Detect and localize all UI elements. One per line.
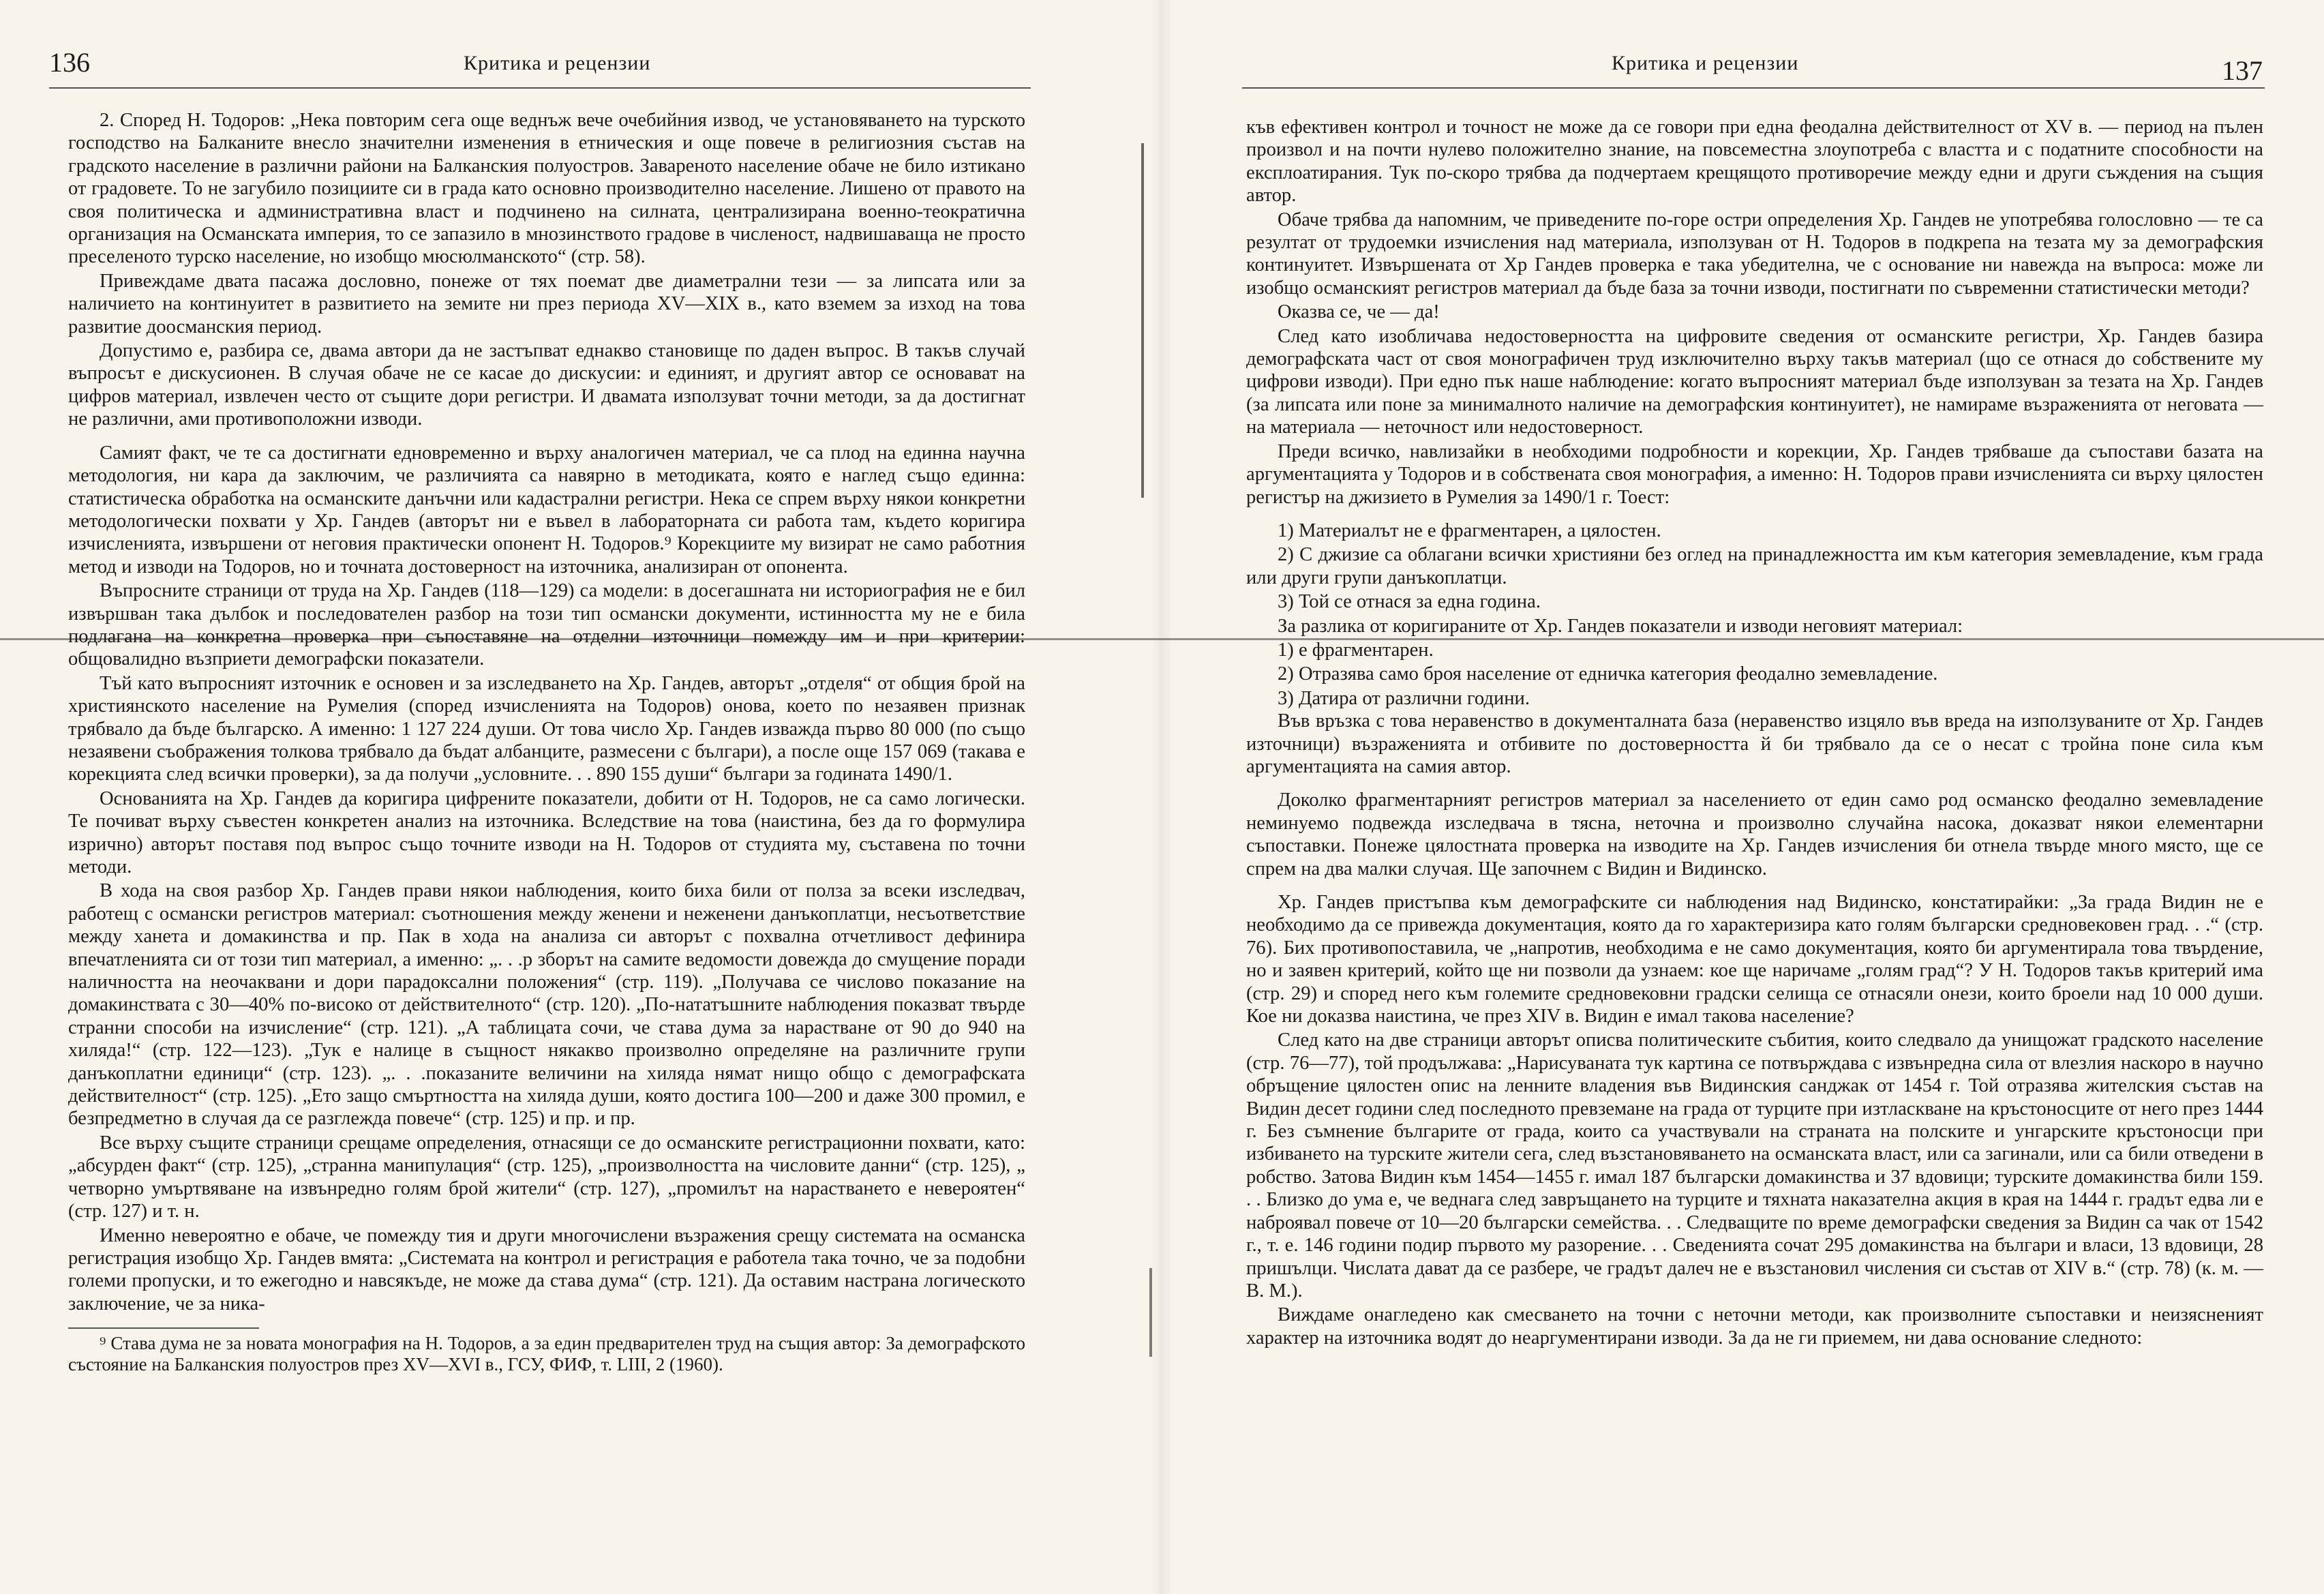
paragraph: Хр. Гандев пристъпва към демографските си наблюдения над Видинско, констатирайки: „За града Видин не е необходимо да се привежда документация, която да го характеризира като голям български средновековен град. . .“ (стр. 76). Бих противопоставила, че „напротив, необходима е не само документация, която би аргументирала това твърдение, но и заявен критерий, който ще ни позволи да узнаем: кое ще наричаме „голям град“? У Н. Тодоров такъв критерий има (стр. 29) и според него към големите средновековни градски селища се отнасяли онези, които броели над 10 000 души. Кое ни доказва наистина, че през XIV в. Видин е имал такова население?: [1246, 892, 2263, 1027]
footnote-rule: [68, 1327, 259, 1329]
paragraph: След като изобличава недостоверността на цифровите сведения от османските регистри, Хр. Гандев базира демографската част от своя монографичен труд изключително върху такъв материал (що се отнася до собствените му цифрови изводи). При едно пък наше наблюдение: когато въпросният материал бъде използуван за тезата на Хр. Гандев (за липсата или поне за минималното наличие на демографския континуитет), не намираме възраженията от неговата — на материала — неточност или недостоверност.: [1246, 325, 2263, 438]
paragraph: 2. Според Н. Тодоров: „Нека повторим сега още веднъж вече очебийния извод, че установяването на турското господство на Балканите внесло значителни изменения в етническия и още повече в религиозния състав на градското население в различни райони на Балканския полуостров. Завареното население обаче не било изтикано от градовете. То не загубило позициите си в града като основно производително население. Лишено от правото на своя политическа и административна власт и подчинено на силната, централизирана военно-теократична организация на Османската империя, то се запазило в мнозинството градове в численост, надвишаваща не просто преселеното турско население, но изобщо мюсюлманското“ (стр. 58).: [68, 110, 1025, 268]
right-body-text: [1246, 116, 2263, 1349]
paragraph: Привеждаме двата пасажа дословно, понеже от тях поемат две диаметрални тези — за липсата или за наличието на континуитет в развитието на земите ни през периода XV—XIX в., като вземем за изход на това развитие доосманския период.: [68, 270, 1025, 337]
paragraph: Преди всичко, навлизайки в необходими подробности и корекции, Хр. Гандев трябваше да съпостави базата на аргументацията у Тодоров и в собствената своя монография, а именно: Н. Тодоров прави изчисленията си върху цялостен регистър на джизието в Румелия за 1490/1 г. Тоест:: [1246, 440, 2263, 508]
paragraph: Във връзка с това неравенство в документалната база (неравенство изцяло във вреда на използуваните от Хр. Гандев източници) възраженията и отбивите по достоверността й би трябвало да се о несат с тройна поне сила към аргументацията на самия автор.: [1246, 710, 2263, 777]
header-rule: [49, 87, 1031, 89]
paragraph: След като на две страници авторът описва политическите събития, които следвало да унищожат градското население (стр. 76—77), той продължава: „Нарисуваната тук картина се потвърждава с извънредна сила от влезлия наскоро в научно обръщение цялостен опис на ленните владения във Видинския санджак от 1454 г. Той отразява жителския състав на Видин десет години след последното превземане на града от турците при изтласкване на кръстоносците от него през 1444 г. Без съмнение българите от града, които са участвували на страната на полските и унгарските кръстоносци при избиването на турските жители сега, след възстановяването на османската власт, или са загинали, или са били отведени в робство. Затова Видин към 1454—1455 г. имал 187 български домакинства и 37 вдовици; турските домакинства били 159. . . Близко до ума е, че веднага след завръщането на турците и тяхната наказателна акция в края на 1444 г. градът едва ли е наброявал повече от 10—20 български семейства. . . Следващите по време демографски сведения за Видин са чак от 1542 г., т. е. 146 години подир първото му разорение. . . Сведенията сочат 295 домакинства на българи и власи, 13 вдовици, 28 пришълци. Числата дават да се разбере, че градът далеч не е възстановил числения си състав от XIV в.“ (стр. 78) (к. м. — В. М.).: [1246, 1029, 2263, 1302]
paragraph: къв ефективен контрол и точност не може да се говори при една феодална действителност от XV в. — период на пълен произвол и на почти нулево положително знание, на повсеместна злоупотреба с властта и с податните способности на експлоатирания. Тук по-скоро трябва да подчертаем крещящото противоречие между едни и други съждения на същия автор.: [1246, 117, 2263, 207]
paragraph: Оказва се, че — да!: [1278, 301, 1440, 323]
page-number: 137: [2222, 55, 2263, 86]
list-item: 3) Датира от различни години.: [1278, 687, 1530, 709]
header-rule: [1242, 87, 2265, 89]
paragraph: Именно невероятно е обаче, че помежду тия и други многочислени възражения срещу системата на османска регистрация изобщо Хр. Гандев вмята: „Системата на контрол и регистрация е работела така точно, че за подобни големи пропуски, и то ежегодно и навсякъде, не може да става дума“ (стр. 121). Да оставим настрана логическото заключение, че за ника-: [68, 1224, 1025, 1314]
running-head: Критика и рецензии: [1612, 52, 1799, 74]
criteria-list: [1246, 520, 2263, 710]
list-item: 1) е фрагментарен.: [1278, 639, 1434, 661]
list-item: 2) С джизие са облагани всички християни без оглед на принадлежността им към категория земевладение, към града или други групи данъкоплатци.: [1246, 544, 2263, 588]
paragraph: Доколко фрагментарният регистров материал за населението от един само род османско феодално земевладение неминуемо подвежда изследвача в тясна, неточна и произволно случайна насока, доказват някои елементарни съпоставки. Понеже цялостната проверка на изводите на Хр. Гандев изчисления би отнела твърде много място, ще се спрем на два малки случая. Ще започнем с Видин и Видинско.: [1246, 790, 2263, 879]
list-item: 2) Отразява само броя население от едничка категория феодално земевладение.: [1278, 663, 1938, 685]
left-body-text: [68, 109, 1025, 1375]
paragraph: Виждаме онагледено как смесването на точни с неточни методи, как произволните съпоставки и неизясненият характер на източника водят до неаргументирани изводи. За да не ги приемем, ни дава основание следното:: [1246, 1304, 2263, 1349]
right-page: [1162, 0, 2324, 1594]
paragraph: Тъй като въпросният източник е основен и за изследването на Хр. Гандев, авторът „отделя“ от общия брой на християнското население на Румелия (според изчисленията на Тодоров) онова, което по незаявен признак трябвало да бъде българско. А именно: 1 127 224 души. От това число Хр. Гандев изважда първо 80 000 (по също незаявени съображения толкова трябвало да бъдат албанците, размесени с българи), а после още 157 069 (такава е корекцията след всички проверки), за да получи „условните. . . 890 155 души“ българи за годината 1490/1.: [68, 672, 1025, 785]
paragraph: В хода на своя разбор Хр. Гандев прави някои наблюдения, които биха били от полза за всеки изследвач, работещ с османски регистров материал: съотношения между женени и неженени данъкоплатци, несъответствие между ханета и домакинства и пр. Пак в хода на анализа си авторът с похвална отчетливост дефинира впечатленията си от този тип материал, а именно: „. . .р зборът на самите ведомости довежда до смущение поради наличността на неочаквани и дори парадоксални положения“ (стр. 119). „Получава се числово показание на домакинствата с 30—40% по-високо от действителното“ (стр. 120). „По-нататъшните наблюдения показват твърде странни способи на изчисление“ (стр. 121). „А таблицата сочи, че става дума за нарастване от 90 до 940 на хиляда!“ (стр. 122—123). „Тук е налице в същност някакво произволно определяне на различните групи данъкоплатни единици“ (стр. 123). „. . .показаните величини на хиляда нямат нищо общо с демографската действителност“ (стр. 125). „Ето защо смъртността на хиляда души, която достига 100—200 и даже 300 промил, е безпредметно в случая да се разглежда повече“ (стр. 125) и пр. и пр.: [68, 880, 1025, 1130]
footnote: ⁹ Става дума не за новата монография на Н. Тодоров, а за един предварителен труд на същия автор: За демографското състояние на Балканския полуостров през XV—XVI в., ГСУ, ФИФ, т. LIII, 2 (1960).: [68, 1333, 1025, 1375]
paragraph: Самият факт, че те са достигнати едновременно и върху аналогичен материал, че са плод на единна научна методология, ни кара да заключим, че различията са навярно в методиката, която е наглед също единна: статистическа обработка на османските данъчни или кадастрални регистри. Нека се спрем върху някои конкретни методологически похвати у Хр. Гандев (авторът ни е въвел в лабораторната си работа там, където коригира изчисленията, извършени от неговия практически опонент Н. Тодоров.⁹ Корекциите му визират не само работния метод и изводи на Тодоров, но и точната достоверност на източника, анализиран от опонента.: [68, 442, 1025, 577]
page-number: 136: [49, 47, 90, 78]
paragraph: Обаче трябва да напомним, че приведените по-горе остри определения Хр. Гандев не употребява голословно — те са резултат от трудоемки изчисления над материала, използуван от Н. Тодоров в подкрепа на тезата му за демографския континуитет. Извършената от Хр Гандев проверка е така убедителна, че с основание ни навежда на въпроса: може ли изобщо османският регистров материал да бъде база за точни изводи, постигнати по съвременни статистически методи?: [1246, 209, 2263, 299]
paragraph: Въпросните страници от труда на Хр. Гандев (118—129) са модели: в досегашната ни историография не е бил извършван така дълбок и последователен разбор на този тип османски документи, истинността му не е била подлагана на конкретна проверка при съпоставяне на отделни източници помежду им и при критерии: общовалидно възприети демографски показатели.: [68, 580, 1025, 670]
paragraph: Основанията на Хр. Гандев да коригира цифрените показатели, добити от Н. Тодоров, не са само логически. Те почиват върху съвестен конкретен анализ на източника. Вследствие на това (наистина, без да го формулира изрично) авторът поставя под въпрос също точните изводи на Н. Тодоров от студията му, съставена по точни методи.: [68, 787, 1025, 877]
paragraph: Допустимо е, разбира се, двама автори да не застъпват еднакво становище по даден въпрос. В такъв случай въпросът е дискусионен. В случая обаче не се касае до дискусии: и единият, и другият автор се основават на цифров материал, извлечен често от същите дори регистри. И двамата използуват точни методи, за да достигнат не различни, ами противоположни изводи.: [68, 340, 1025, 430]
list-item: 1) Материалът не е фрагментарен, а цялостен.: [1278, 520, 1661, 541]
running-head: Критика и рецензии: [464, 52, 651, 74]
list-item: 3) Той се отнася за една година.: [1278, 591, 1541, 613]
list-intro: За разлика от коригираните от Хр. Гандев показатели и изводи неговият материал:: [1278, 615, 1963, 637]
paragraph: Все върху същите страници срещаме определения, отнасящи се до османските регистрационни похвати, като: „абсурден факт“ (стр. 125), „странна манипулация“ (стр. 125), „произволността на числовите данни“ (стр. 125), „ четворно умъртвяване на извънредно голям брой жители“ (стр. 127), „промилът на нарастването е невероятен“ (стр. 127) и т. н.: [68, 1132, 1025, 1222]
